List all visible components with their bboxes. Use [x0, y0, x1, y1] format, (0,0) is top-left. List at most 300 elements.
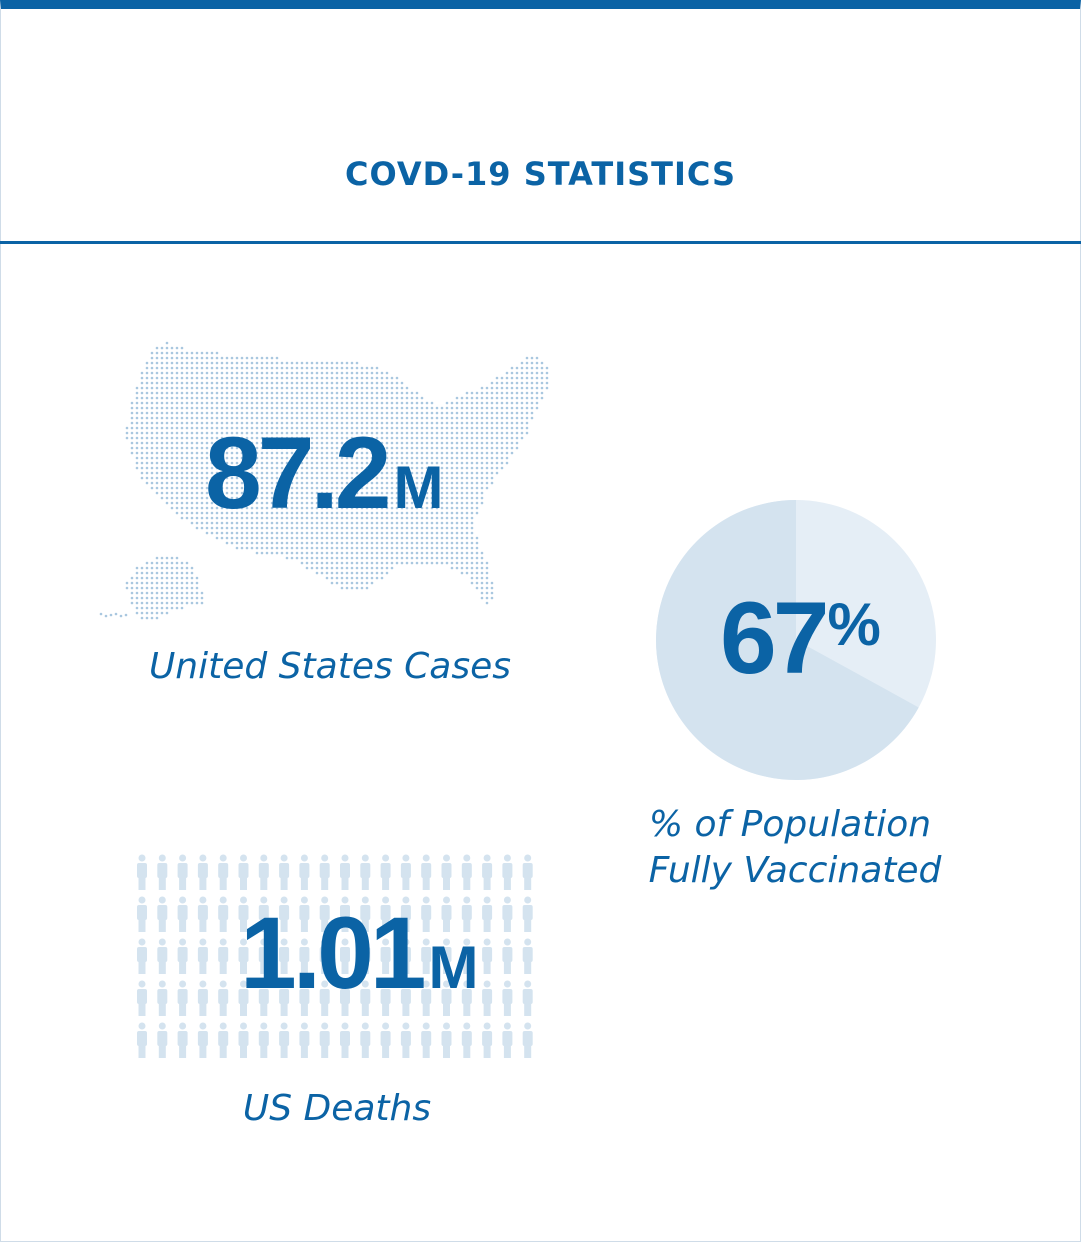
map-dot [166, 437, 169, 440]
map-dot [451, 417, 454, 420]
map-dot [176, 492, 179, 495]
map-dot [406, 557, 409, 560]
map-dot [386, 542, 389, 545]
map-dot [506, 457, 509, 460]
map-dot [301, 562, 304, 565]
map-dot [421, 532, 424, 535]
map-dot [421, 537, 424, 540]
map-dot [506, 392, 509, 395]
map-dot [201, 452, 204, 455]
map-dot [211, 412, 214, 415]
map-dot [181, 477, 184, 480]
map-dot [301, 377, 304, 380]
map-dot [156, 582, 159, 585]
map-dot [291, 392, 294, 395]
map-dot [391, 537, 394, 540]
map-dot [341, 577, 344, 580]
map-dot [521, 367, 524, 370]
map-dot [526, 402, 529, 405]
map-dot [256, 402, 259, 405]
map-dot [261, 542, 264, 545]
map-dot [161, 562, 164, 565]
map-dot [291, 377, 294, 380]
map-dot [136, 397, 139, 400]
map-dot [446, 502, 449, 505]
map-dot [191, 352, 194, 355]
map-dot [161, 602, 164, 605]
map-dot [376, 547, 379, 550]
map-dot [176, 477, 179, 480]
map-dot [496, 387, 499, 390]
map-dot [206, 382, 209, 385]
map-dot [161, 497, 164, 500]
map-dot [176, 402, 179, 405]
map-dot [161, 372, 164, 375]
map-dot [501, 397, 504, 400]
map-dot [191, 602, 194, 605]
map-dot [206, 367, 209, 370]
map-dot [296, 402, 299, 405]
map-dot [356, 407, 359, 410]
map-dot [326, 542, 329, 545]
map-dot [166, 382, 169, 385]
map-dot [196, 522, 199, 525]
map-dot [481, 417, 484, 420]
map-dot [276, 412, 279, 415]
map-dot [386, 572, 389, 575]
map-dot [216, 397, 219, 400]
person-icon [482, 897, 492, 933]
map-dot [456, 487, 459, 490]
map-dot [186, 562, 189, 565]
map-dot [311, 367, 314, 370]
map-dot [236, 407, 239, 410]
map-dot [261, 397, 264, 400]
map-dot [171, 462, 174, 465]
map-dot [451, 487, 454, 490]
map-dot [331, 542, 334, 545]
map-dot [196, 457, 199, 460]
map-dot [191, 457, 194, 460]
map-dot [331, 537, 334, 540]
vaccinated-value: 67 [720, 581, 826, 695]
map-dot [471, 442, 474, 445]
map-dot [481, 582, 484, 585]
map-dot [156, 357, 159, 360]
map-dot [206, 357, 209, 360]
map-dot [176, 367, 179, 370]
map-dot [331, 557, 334, 560]
map-dot [451, 537, 454, 540]
map-dot [176, 432, 179, 435]
map-dot [486, 402, 489, 405]
map-dot [151, 377, 154, 380]
map-dot [161, 347, 164, 350]
map-dot [176, 357, 179, 360]
map-dot [456, 542, 459, 545]
map-dot [431, 412, 434, 415]
map-dot [516, 442, 519, 445]
map-dot [506, 422, 509, 425]
map-dot [196, 387, 199, 390]
map-dot [361, 392, 364, 395]
map-dot [296, 552, 299, 555]
map-dot [191, 492, 194, 495]
map-dot [466, 547, 469, 550]
map-dot [441, 542, 444, 545]
map-dot [186, 487, 189, 490]
map-dot [186, 402, 189, 405]
map-dot [171, 602, 174, 605]
map-dot [196, 577, 199, 580]
map-dot [356, 547, 359, 550]
map-dot [416, 557, 419, 560]
map-dot [386, 532, 389, 535]
map-dot [506, 437, 509, 440]
map-dot [176, 512, 179, 515]
map-dot [301, 392, 304, 395]
map-dot [331, 402, 334, 405]
map-dot [391, 567, 394, 570]
map-dot [481, 447, 484, 450]
map-dot [231, 542, 234, 545]
map-dot [366, 562, 369, 565]
map-dot [146, 432, 149, 435]
map-dot [366, 412, 369, 415]
map-dot [531, 357, 534, 360]
map-dot [446, 537, 449, 540]
map-dot [196, 442, 199, 445]
map-dot [461, 452, 464, 455]
map-dot [401, 382, 404, 385]
map-dot [171, 372, 174, 375]
map-dot [396, 407, 399, 410]
map-dot [496, 402, 499, 405]
map-dot [376, 392, 379, 395]
map-dot [276, 532, 279, 535]
map-dot [461, 437, 464, 440]
map-dot [171, 452, 174, 455]
map-dot [461, 512, 464, 515]
map-dot [221, 362, 224, 365]
map-dot [386, 382, 389, 385]
map-dot [166, 417, 169, 420]
map-dot [191, 592, 194, 595]
map-dot [131, 587, 134, 590]
map-dot [216, 412, 219, 415]
map-dot [146, 427, 149, 430]
map-dot [326, 577, 329, 580]
map-dot [336, 537, 339, 540]
map-dot [211, 532, 214, 535]
map-dot [146, 587, 149, 590]
map-dot [471, 392, 474, 395]
map-dot [496, 452, 499, 455]
map-dot [376, 377, 379, 380]
map-dot [171, 392, 174, 395]
map-dot [366, 537, 369, 540]
map-dot [161, 367, 164, 370]
map-dot [376, 532, 379, 535]
map-dot [491, 462, 494, 465]
map-dot [351, 367, 354, 370]
map-dot [316, 557, 319, 560]
map-dot [201, 467, 204, 470]
map-dot [366, 392, 369, 395]
map-dot [311, 532, 314, 535]
map-dot [471, 502, 474, 505]
map-dot [211, 357, 214, 360]
map-dot [141, 427, 144, 430]
map-dot [466, 557, 469, 560]
map-dot [476, 537, 479, 540]
map-dot [356, 532, 359, 535]
map-dot [191, 402, 194, 405]
map-dot [201, 382, 204, 385]
map-dot [306, 557, 309, 560]
map-dot [156, 557, 159, 560]
map-dot [501, 387, 504, 390]
map-dot [346, 567, 349, 570]
map-dot [471, 557, 474, 560]
map-dot [151, 582, 154, 585]
person-icon [340, 1023, 350, 1059]
map-dot [336, 552, 339, 555]
map-dot [466, 502, 469, 505]
map-dot [351, 552, 354, 555]
cases-stat [205, 415, 444, 532]
map-dot [501, 377, 504, 380]
map-dot [166, 482, 169, 485]
map-dot [105, 615, 108, 618]
map-dot [506, 432, 509, 435]
map-dot [361, 382, 364, 385]
map-dot [281, 407, 284, 410]
map-dot [186, 502, 189, 505]
map-dot [306, 407, 309, 410]
map-dot [391, 552, 394, 555]
map-dot [181, 587, 184, 590]
map-dot [321, 362, 324, 365]
map-dot [456, 557, 459, 560]
map-dot [541, 392, 544, 395]
map-dot [166, 577, 169, 580]
person-icon [218, 1023, 228, 1059]
map-dot [151, 462, 154, 465]
map-dot [466, 427, 469, 430]
map-dot [366, 542, 369, 545]
map-dot [176, 502, 179, 505]
map-dot [196, 517, 199, 520]
map-dot [491, 437, 494, 440]
map-dot [316, 382, 319, 385]
map-dot [411, 392, 414, 395]
map-dot [456, 452, 459, 455]
map-dot [286, 552, 289, 555]
map-dot [476, 512, 479, 515]
map-dot [131, 582, 134, 585]
map-dot [321, 392, 324, 395]
map-dot [366, 572, 369, 575]
map-dot [251, 392, 254, 395]
map-dot [431, 542, 434, 545]
person-icon [157, 981, 167, 1017]
map-dot [176, 507, 179, 510]
map-dot [151, 472, 154, 475]
map-dot [206, 377, 209, 380]
map-dot [201, 367, 204, 370]
map-dot [191, 477, 194, 480]
map-dot [456, 527, 459, 530]
map-dot [521, 387, 524, 390]
map-dot [201, 497, 204, 500]
map-dot [376, 557, 379, 560]
map-dot [256, 377, 259, 380]
map-dot [296, 557, 299, 560]
person-icon [198, 855, 208, 891]
map-dot [166, 397, 169, 400]
map-dot [486, 432, 489, 435]
map-dot [471, 522, 474, 525]
map-dot [331, 397, 334, 400]
person-icon [157, 855, 167, 891]
map-dot [256, 392, 259, 395]
person-icon [421, 1023, 431, 1059]
map-dot [341, 532, 344, 535]
map-dot [461, 507, 464, 510]
map-dot [171, 477, 174, 480]
map-dot [486, 572, 489, 575]
map-dot [186, 367, 189, 370]
map-dot [501, 407, 504, 410]
map-dot [546, 372, 549, 375]
map-dot [171, 447, 174, 450]
map-dot [286, 372, 289, 375]
map-dot [126, 437, 129, 440]
map-dot [196, 402, 199, 405]
map-dot [541, 397, 544, 400]
map-dot [276, 552, 279, 555]
map-dot [136, 467, 139, 470]
map-dot [421, 557, 424, 560]
map-dot [181, 467, 184, 470]
map-dot [281, 372, 284, 375]
map-dot [371, 382, 374, 385]
map-dot [446, 547, 449, 550]
map-dot [326, 382, 329, 385]
map-dot [171, 402, 174, 405]
map-dot [186, 577, 189, 580]
map-dot [231, 392, 234, 395]
map-dot [146, 567, 149, 570]
map-dot [196, 367, 199, 370]
map-dot [441, 532, 444, 535]
map-dot [481, 387, 484, 390]
map-dot [466, 422, 469, 425]
map-dot [251, 407, 254, 410]
map-dot [381, 562, 384, 565]
map-dot [481, 462, 484, 465]
map-dot [446, 557, 449, 560]
map-dot [366, 387, 369, 390]
map-dot [451, 477, 454, 480]
map-dot [376, 537, 379, 540]
map-dot [141, 412, 144, 415]
map-dot [271, 392, 274, 395]
map-dot [446, 437, 449, 440]
map-dot [471, 567, 474, 570]
map-dot [486, 472, 489, 475]
map-dot [501, 417, 504, 420]
map-dot [491, 457, 494, 460]
map-dot [281, 532, 284, 535]
map-dot [176, 557, 179, 560]
map-dot [461, 422, 464, 425]
map-dot [196, 407, 199, 410]
map-dot [196, 597, 199, 600]
map-dot [381, 372, 384, 375]
map-dot [391, 532, 394, 535]
map-dot [471, 447, 474, 450]
map-dot [206, 532, 209, 535]
map-dot [456, 442, 459, 445]
map-dot [296, 412, 299, 415]
map-dot [416, 397, 419, 400]
map-dot [361, 547, 364, 550]
map-dot [321, 412, 324, 415]
map-dot [306, 372, 309, 375]
map-dot [191, 502, 194, 505]
map-dot [161, 487, 164, 490]
map-dot [451, 407, 454, 410]
map-dot [461, 472, 464, 475]
map-dot [141, 442, 144, 445]
map-dot [246, 547, 249, 550]
map-dot [271, 407, 274, 410]
map-dot [531, 407, 534, 410]
map-dot [481, 577, 484, 580]
map-dot [171, 432, 174, 435]
person-icon [523, 897, 533, 933]
map-dot [471, 572, 474, 575]
map-dot [171, 357, 174, 360]
map-dot [161, 597, 164, 600]
map-dot [226, 377, 229, 380]
map-dot [191, 407, 194, 410]
map-dot [171, 562, 174, 565]
map-dot [346, 542, 349, 545]
map-dot [496, 427, 499, 430]
map-dot [256, 357, 259, 360]
map-dot [486, 457, 489, 460]
map-dot [186, 417, 189, 420]
map-dot [416, 542, 419, 545]
map-dot [181, 347, 184, 350]
map-dot [216, 392, 219, 395]
map-dot [416, 412, 419, 415]
map-dot [166, 497, 169, 500]
map-dot [351, 537, 354, 540]
map-dot [461, 532, 464, 535]
map-dot [456, 432, 459, 435]
map-dot [366, 532, 369, 535]
map-dot [166, 427, 169, 430]
map-dot [271, 387, 274, 390]
map-dot [426, 562, 429, 565]
map-dot [451, 512, 454, 515]
map-dot [326, 372, 329, 375]
map-dot [221, 402, 224, 405]
